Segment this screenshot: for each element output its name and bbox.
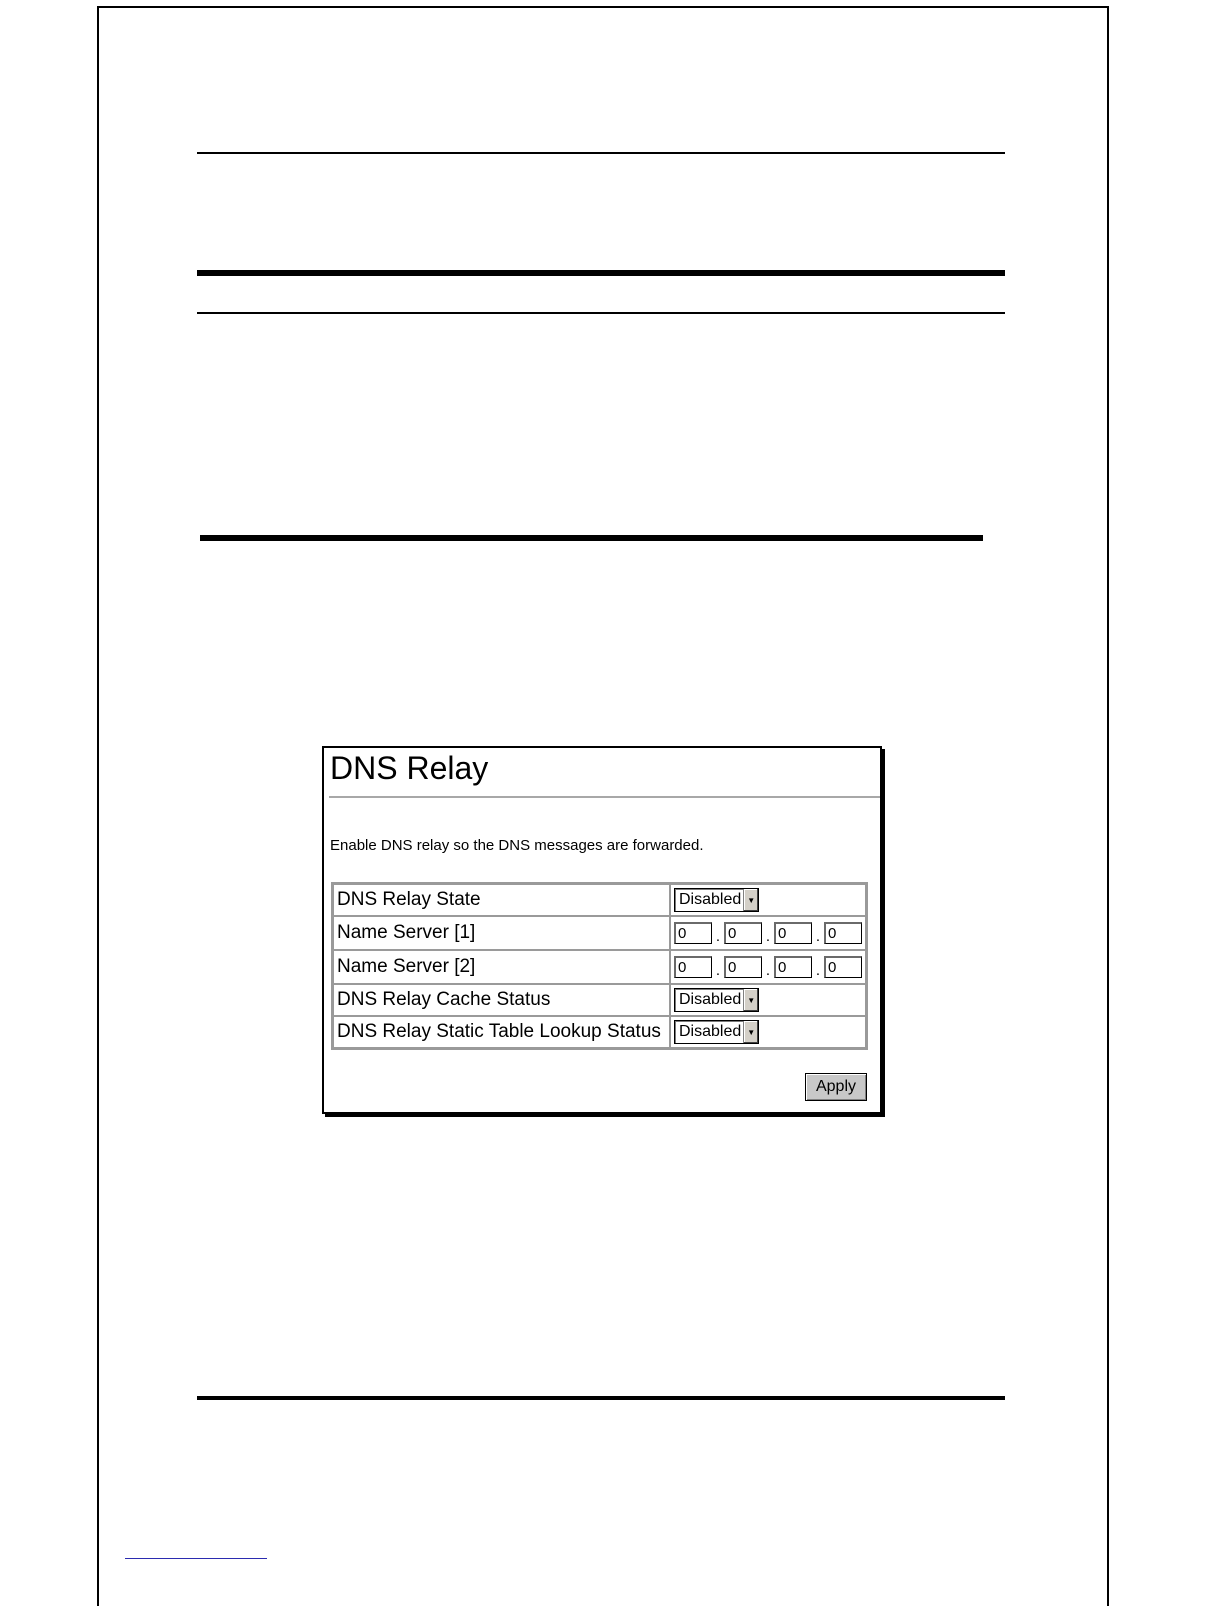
name-server-1-cell [670,916,866,950]
name-server-2-octet-4[interactable] [824,956,862,978]
page-title: DNS Relay [330,750,489,786]
relay-state-cell [670,884,866,916]
name-server-2-label: Name Server [2] [333,950,670,984]
chevron-down-icon[interactable]: ▼ [743,889,758,911]
relay-state-label: DNS Relay State [333,884,670,916]
title-divider [329,796,880,798]
static-lookup-select[interactable] [674,1020,759,1044]
relay-state-select[interactable] [674,888,759,912]
panel-description: Enable DNS relay so the DNS messages are forwarded. [330,837,704,854]
chevron-down-icon[interactable]: ▼ [743,1021,758,1043]
divider [197,270,1005,276]
table-row [333,984,866,1016]
name-server-1-octet-4[interactable] [824,922,862,944]
static-lookup-label: DNS Relay Static Table Lookup Status [333,1016,670,1048]
ip-separator: . [765,927,771,945]
apply-button[interactable]: Apply [805,1073,867,1101]
dns-relay-panel [322,746,882,1114]
chevron-down-icon[interactable]: ▼ [743,989,758,1011]
ip-separator: . [765,961,771,979]
name-server-1-label: Name Server [1] [333,916,670,950]
dns-relay-settings-table [331,882,868,1050]
table-row [333,1016,866,1048]
name-server-2-ip [674,956,862,978]
select-value: Disabled [679,991,742,1008]
ip-separator: . [715,927,721,945]
name-server-1-octet-1[interactable] [674,922,712,944]
name-server-2-octet-1[interactable] [674,956,712,978]
cache-status-cell [670,984,866,1016]
ip-separator: . [815,927,821,945]
static-lookup-cell [670,1016,866,1048]
divider [200,535,983,541]
table-row [333,916,866,950]
divider [197,1396,1005,1400]
footnote-divider [125,1558,267,1559]
ip-separator: . [715,961,721,979]
cache-status-select[interactable] [674,988,759,1012]
divider [197,152,1005,154]
select-value: Disabled [679,891,742,908]
select-value: Disabled [679,1023,742,1040]
name-server-2-octet-3[interactable] [774,956,812,978]
ip-separator: . [815,961,821,979]
divider [197,312,1005,314]
name-server-1-octet-2[interactable] [724,922,762,944]
name-server-1-octet-3[interactable] [774,922,812,944]
table-row [333,884,866,916]
name-server-2-octet-2[interactable] [724,956,762,978]
name-server-2-cell [670,950,866,984]
table-row [333,950,866,984]
name-server-1-ip [674,922,862,944]
cache-status-label: DNS Relay Cache Status [333,984,670,1016]
